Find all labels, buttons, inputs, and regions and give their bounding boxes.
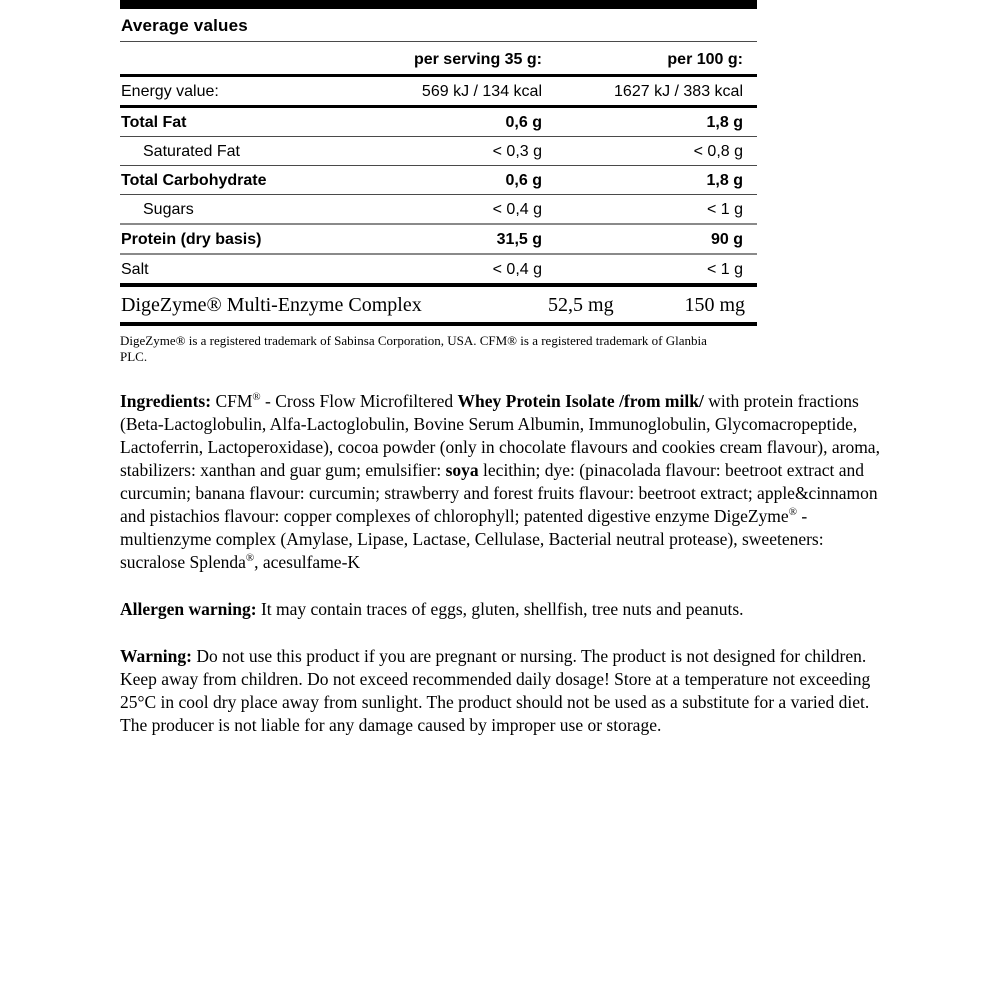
col-header-per-100g: per 100 g:	[667, 51, 743, 68]
row-label: Salt	[121, 261, 149, 278]
bold-text-segment: Warning:	[120, 646, 197, 666]
bold-text-segment: soya	[445, 460, 479, 480]
nutrition-label	[120, 0, 882, 737]
bold-text-segment: Ingredients:	[120, 391, 216, 411]
allergen-warning-paragraph	[120, 598, 882, 621]
value-per-serving: 0,6 g	[505, 172, 542, 189]
text-segment: with protein fractions (Beta-Lactoglobulin, Alfa-Lactoglobulin, Bovine Serum Albumin, Immunoglobulin, Glycomacropeptide, Lactoferrin, Lactoperoxidase), cocoa powder (only in chocolate flavours and cookies cream flavour), aroma, stabilizers: xanthan and guar gum; emulsifier:	[120, 391, 880, 480]
table-row-energy-value	[120, 77, 757, 105]
bold-text-segment: Whey Protein Isolate /from milk/	[457, 391, 704, 411]
row-label: DigeZyme® Multi-Enzyme Complex	[121, 294, 422, 316]
table-row-saturated-fat	[120, 137, 757, 165]
value-per-serving: 569 kJ / 134 kcal	[421, 83, 542, 100]
value-per-100g: 1,8 g	[706, 172, 743, 189]
value-per-100g: 1,8 g	[706, 114, 743, 131]
table-row-protein-dry-basis	[120, 225, 757, 253]
value-per-serving: 52,5 mg	[548, 294, 614, 316]
text-segment: It may contain traces of eggs, gluten, shellfish, tree nuts and peanuts.	[260, 599, 744, 619]
value-per-100g: < 0,8 g	[693, 143, 743, 160]
text-segment: - multienzyme complex (Amylase, Lipase, Lactase, Cellulase, Bacterial neutral protease), sweeteners: sucralose Splenda	[120, 506, 824, 572]
value-per-100g: 150 mg	[684, 294, 745, 316]
table-row-total-carbohydrate	[120, 166, 757, 194]
table-row-salt	[120, 255, 757, 283]
row-label: Sugars	[143, 201, 194, 218]
row-label: Energy value:	[121, 83, 219, 100]
row-label: Total Fat	[121, 114, 187, 131]
text-segment: lecithin; dye: (pinacolada flavour: beetroot extract and curcumin; banana flavour: curcumin; strawberry and forest fruits flavour: beetroot extract; apple&cinnamon and pistachios flavour: copper complexes of chlorophyll; patented digestive enzyme DigeZyme	[120, 460, 878, 526]
col-header-per-serving: per serving 35 g:	[413, 51, 542, 68]
row-label: Saturated Fat	[143, 143, 240, 160]
ingredients-paragraph	[120, 390, 882, 574]
value-per-100g: 90 g	[710, 231, 743, 248]
value-per-serving: < 0,4 g	[492, 261, 542, 278]
table-row-total-fat	[120, 108, 757, 136]
text-segment: CFM	[215, 391, 253, 411]
value-per-100g: < 1 g	[706, 201, 743, 218]
table-top-bar	[120, 0, 757, 9]
row-label: Total Carbohydrate	[121, 172, 267, 189]
table-row-sugars	[120, 195, 757, 223]
registered-trademark-symbol: ®	[252, 391, 261, 404]
nutrition-table	[120, 0, 757, 365]
row-label: Protein (dry basis)	[121, 231, 262, 248]
bold-text-segment: Allergen warning:	[120, 599, 261, 619]
registered-trademark-symbol: ®	[245, 552, 255, 565]
value-per-serving: < 0,4 g	[492, 201, 542, 218]
table-title: Average values	[121, 16, 248, 35]
trademark-footnote-line: DigeZyme® is a registered trademark of Sabinsa Corporation, USA. CFM® is a registered trademark of Glanbia	[120, 333, 707, 348]
registered-trademark-symbol: ®	[788, 506, 797, 519]
text-segment: - Cross Flow Microfiltered	[260, 391, 458, 411]
value-per-serving: 31,5 g	[496, 231, 542, 248]
text-segment: Do not use this product if you are pregnant or nursing. The product is not designed for children. Keep away from children. Do not exceed recommended daily dosage! Store at a temperature not exceeding 25°C in cool dry place away from sunlight. The product should not be used as a substitute for a varied diet. The producer is not liable for any damage caused by improper use or storage.	[120, 646, 871, 735]
value-per-serving: 0,6 g	[505, 114, 542, 131]
text-segment: , acesulfame-K	[254, 552, 361, 572]
trademark-footnote-line: PLC.	[120, 349, 148, 364]
warning-paragraph	[120, 645, 882, 737]
value-per-100g: < 1 g	[706, 261, 743, 278]
table-header-row	[120, 42, 757, 74]
value-per-serving: < 0,3 g	[492, 143, 542, 160]
value-per-100g: 1627 kJ / 383 kcal	[614, 83, 743, 100]
table-row-digezyme-multi-enzyme-complex	[120, 287, 757, 322]
trademark-footnote	[120, 326, 760, 365]
table-body	[120, 77, 757, 326]
